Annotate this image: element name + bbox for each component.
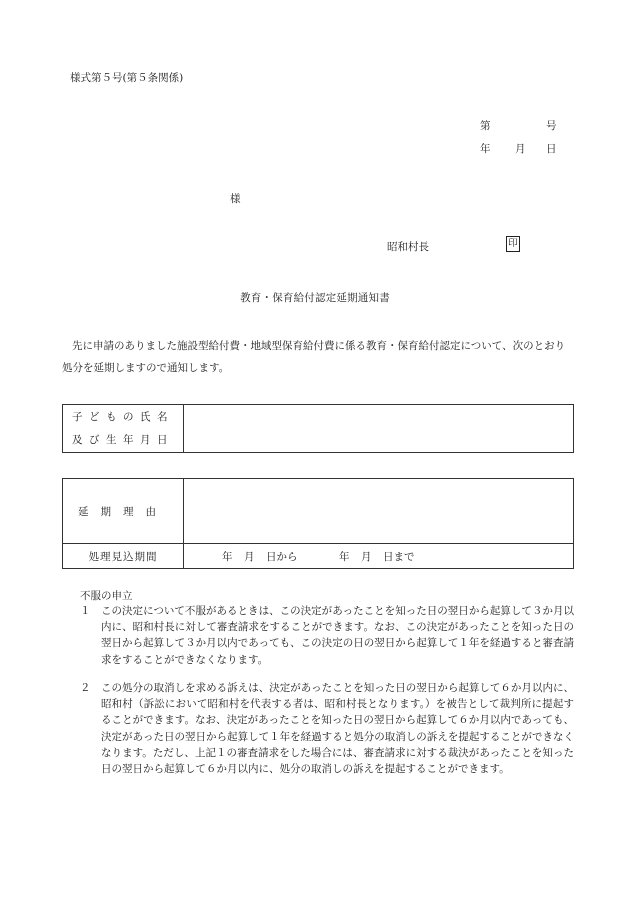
document-title: 教育・保育給付認定延期通知書 (240, 292, 390, 304)
objection-item (80, 680, 574, 777)
period-from-day: 日から (266, 550, 298, 563)
postponement-reason-label: 延期理由 (63, 479, 184, 544)
processing-period-label: 処理見込期間 (63, 544, 184, 569)
period-to-month: 月 (361, 550, 372, 563)
seal-mark: 印 (506, 236, 520, 252)
date-year-label: 年 (480, 143, 491, 155)
objection-item-number: ２ (80, 682, 91, 694)
child-info-value (184, 405, 574, 453)
postponement-reason-value (184, 479, 574, 544)
period-from-year: 年 (222, 550, 233, 563)
body-text: 先に申請のありました施設型給付費・地域型保育給付費に係る教育・保育給付認定について、次のとおり処分を延期しますので通知します。 (62, 340, 566, 374)
document-number-suffix: 号 (546, 120, 557, 132)
addressee-honorific: 様 (230, 193, 241, 205)
period-from-month: 月 (244, 550, 255, 563)
postponement-table (62, 478, 574, 569)
period-to-year: 年 (339, 550, 350, 563)
issuer-name: 昭和村長 (387, 241, 429, 253)
child-name-label: 子どもの氏名 (72, 410, 174, 423)
objection-item-number: １ (80, 605, 91, 617)
objection-item-text: この処分の取消しを求める訴えは、決定があったことを知った日の翌日から起算して６か月以内に、昭和村（訴訟において昭和村を代表する者は、昭和村長となります。）を被告として裁判所に提起することができます。なお、決定があったことを知った日の翌日から起算して６か月以内であっても、決定があった日の翌日から起算して１年を経過すると処分の取消しの訴えを提起することができなくなります。ただし、上記１の審査請求をした場合には、審査請求に対する裁決があったことを知った日の翌日から起算して６か月以内に、処分の取消しの訴えを提起することができます。 (101, 682, 574, 776)
child-info-table (62, 404, 574, 453)
form-number: 様式第５号(第５条関係) (70, 72, 184, 84)
document-number-prefix: 第 (480, 120, 491, 132)
objection-item-text: この決定について不服があるときは、この決定があったことを知った日の翌日から起算して３か月以内に、昭和村長に対して審査請求をすることができます。なお、この決定があったことを知った日の翌日から起算して３か月以内であっても、この決定の日の翌日から起算して１年を経過すると審査請求をすることができなくなります。 (101, 605, 574, 666)
child-info-label (63, 405, 184, 453)
processing-period-value (184, 544, 574, 569)
date-month-label: 月 (515, 143, 526, 155)
period-to-day: 日まで (383, 550, 415, 563)
child-birthdate-label: 及び生年月日 (72, 433, 174, 446)
date-day-label: 日 (546, 143, 557, 155)
objection-title: 不服の申立 (80, 590, 133, 602)
objection-item (80, 603, 574, 668)
